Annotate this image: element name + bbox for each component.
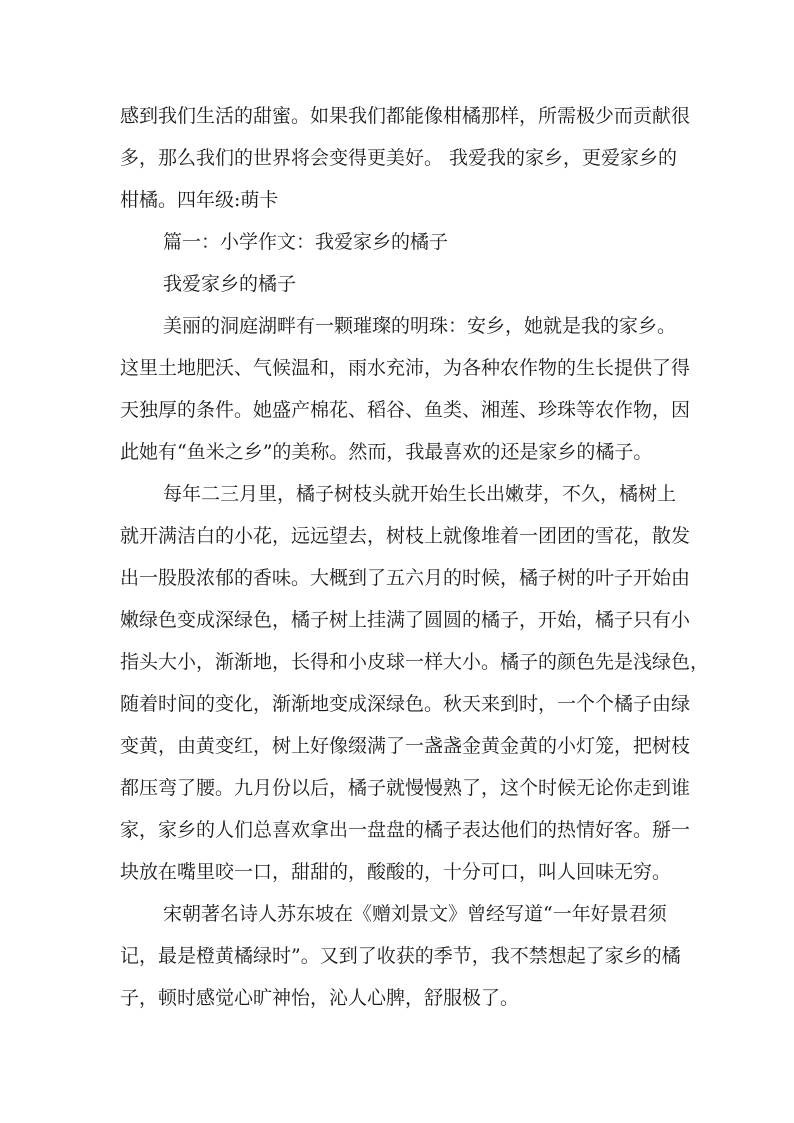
section-heading: 篇一：小学作文：我爱家乡的橘子 — [163, 231, 449, 253]
text-line: 感到我们生活的甜蜜。如果我们都能像柑橘那样，所需极少而贡献很 — [120, 105, 691, 127]
text-line: 嫩绿色变成深绿色，橘子树上挂满了圆圆的橘子，开始，橘子只有小 — [120, 609, 691, 631]
text-line: 柑橘。四年级:萌卡 — [120, 189, 279, 211]
text-line: 子，顿时感觉心旷神怡，沁人心脾，舒服极了。 — [120, 987, 520, 1009]
text-line: 出一股股浓郁的香味。大概到了五六月的时候，橘子树的叶子开始由 — [120, 567, 691, 589]
text-line: 记，最是橙黄橘绿时”。又到了收获的季节，我不禁想起了家乡的橘 — [120, 945, 681, 967]
article-title: 我爱家乡的橘子 — [163, 273, 297, 295]
text-line: 就开满洁白的小花，远远望去，树枝上就像堆着一团团的雪花，散发 — [120, 525, 691, 547]
text-line: 家，家乡的人们总喜欢拿出一盘盘的橘子表达他们的热情好客。掰一 — [120, 819, 691, 841]
text-line: 美丽的洞庭湖畔有一颗璀璨的明珠：安乡，她就是我的家乡。 — [163, 315, 677, 337]
text-line: 这里土地肥沃、气候温和，雨水充沛，为各种农作物的生长提供了得 — [120, 357, 691, 379]
text-line: 每年二三月里，橘子树枝头就开始生长出嫩芽，不久，橘树上 — [163, 483, 677, 505]
text-line: 变黄，由黄变红，树上好像缀满了一盏盏金黄金黄的小灯笼，把树枝 — [120, 735, 691, 757]
text-line: 都压弯了腰。九月份以后，橘子就慢慢熟了，这个时候无论你走到谁 — [120, 777, 691, 799]
text-line: 此她有“鱼米之乡”的美称。然而，我最喜欢的还是家乡的橘子。 — [120, 441, 653, 463]
text-line: 指头大小，渐渐地，长得和小皮球一样大小。橘子的颜色先是浅绿色， — [120, 651, 710, 673]
text-line: 宋朝著名诗人苏东坡在《赠刘景文》曾经写道“一年好景君须 — [163, 903, 667, 925]
text-line: 随着时间的变化，渐渐地变成深绿色。秋天来到时，一个个橘子由绿 — [120, 693, 691, 715]
text-line: 块放在嘴里咬一口，甜甜的，酸酸的，十分可口，叫人回味无穷。 — [120, 861, 672, 883]
text-line: 多，那么我们的世界将会变得更美好。 我爱我的家乡，更爱家乡的 — [120, 147, 678, 169]
text-line: 天独厚的条件。她盛产棉花、稻谷、鱼类、湘莲、珍珠等农作物，因 — [120, 399, 691, 421]
